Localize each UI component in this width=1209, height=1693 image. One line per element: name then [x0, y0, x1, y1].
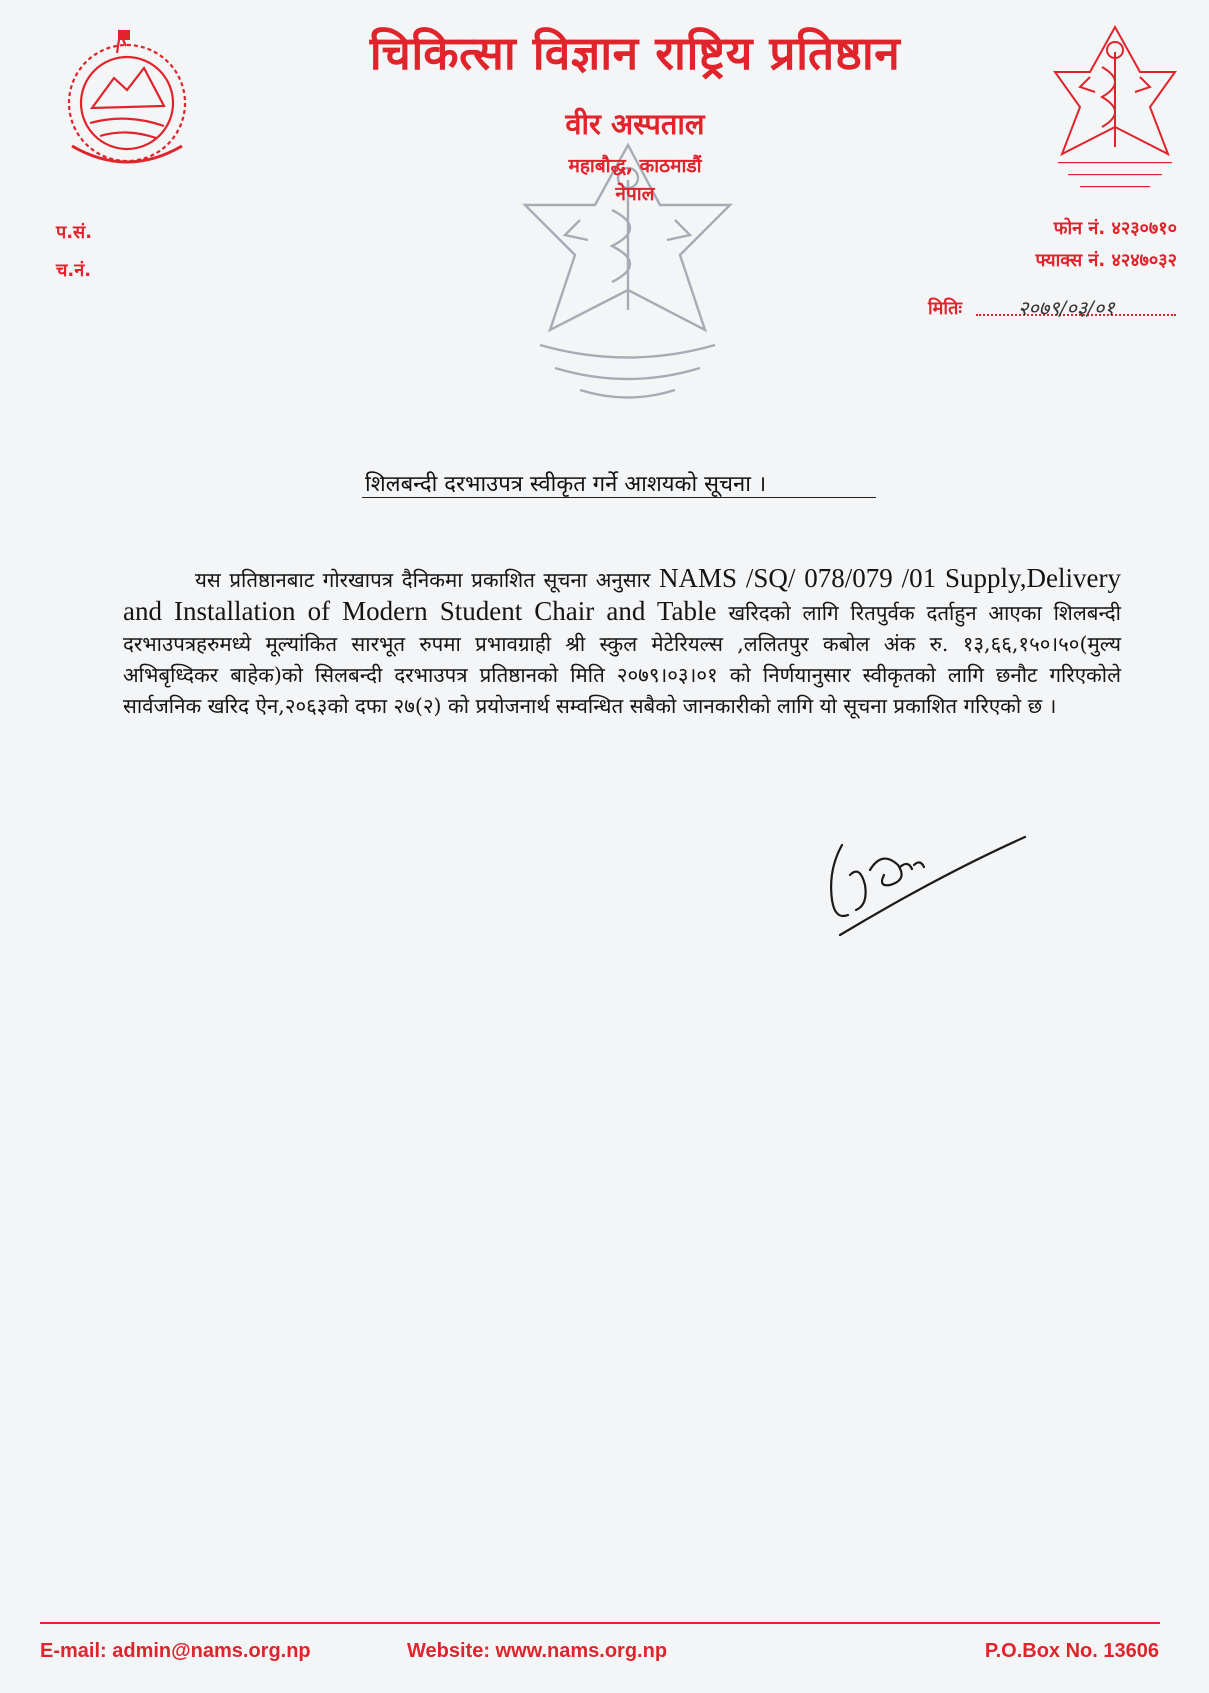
notice-title: शिलबन्दी दरभाउपत्र स्वीकृत गर्ने आशयको सूचना । [365, 472, 767, 497]
footer-divider [40, 1622, 1160, 1624]
fax-number: फ्याक्स नं. ४२४७०३२ [1035, 250, 1177, 271]
notice-body [123, 563, 1121, 722]
tender-reference-english: NAMS /SQ/ 078/079 /01 Supply,Delivery and Installation of Modern Student Chair and Table [123, 563, 1121, 626]
reference-number-label: प.सं. [56, 222, 93, 243]
date-value: २०७९/०३/०१ [1018, 296, 1115, 320]
body-text-part-1: यस प्रतिष्ठानबाट गोरखापत्र दैनिकमा प्रकाशित सूचना अनुसार [195, 568, 659, 592]
body-text-part-2: खरिदको लागि रितपुर्वक दर्ताहुन आएका शिलबन्दी दरभाउपत्रहरुमध्ये मूल्यांकित सारभूत रुपमा प्रभावग्राही श्री स्कुल मेटेरियल्स ,ललितपुर कबोल अंक रु. १३,६६,१५०।५०(मुल्य अभिबृध्दिकर बाहेक)को सिलबन्दी दरभाउपत्र प्रतिष्ठानको मिति २०७९।०३।०१ को निर्णयानुसार स्वीकृतको लागि छनौट गरिएकोले सार्वजनिक खरिद ऐन,२०६३को दफा २७(२) को प्रयोजनार्थ सम्वन्धित सबैको जानकारीको लागि यो सूचना प्रकाशित गरिएको छ । [123, 601, 1121, 718]
footer-pobox: P.O.Box No. 13606 [984, 1640, 1159, 1662]
address-line-2: नेपाल [615, 183, 655, 205]
notice-title-underline [362, 497, 876, 498]
dispatch-number-label: च.नं. [56, 260, 92, 281]
phone-number: फोन नं. ४२३०७१० [1053, 218, 1177, 239]
footer-website: Website: www.nams.org.np [407, 1640, 668, 1662]
signature-icon [820, 825, 1030, 945]
date-label: मितिः [928, 298, 962, 319]
address-line-1: महाबौद्ध, काठमाडौं [568, 155, 702, 177]
nams-emblem-icon [1050, 22, 1180, 207]
organization-name: चिकित्सा विज्ञान राष्ट्रिय प्रतिष्ठान [369, 26, 901, 80]
date-field [928, 296, 1178, 320]
hospital-name: वीर अस्पताल [565, 107, 705, 141]
footer-email: E-mail: admin@nams.org.np [40, 1640, 311, 1662]
nepal-emblem-icon [52, 28, 202, 173]
